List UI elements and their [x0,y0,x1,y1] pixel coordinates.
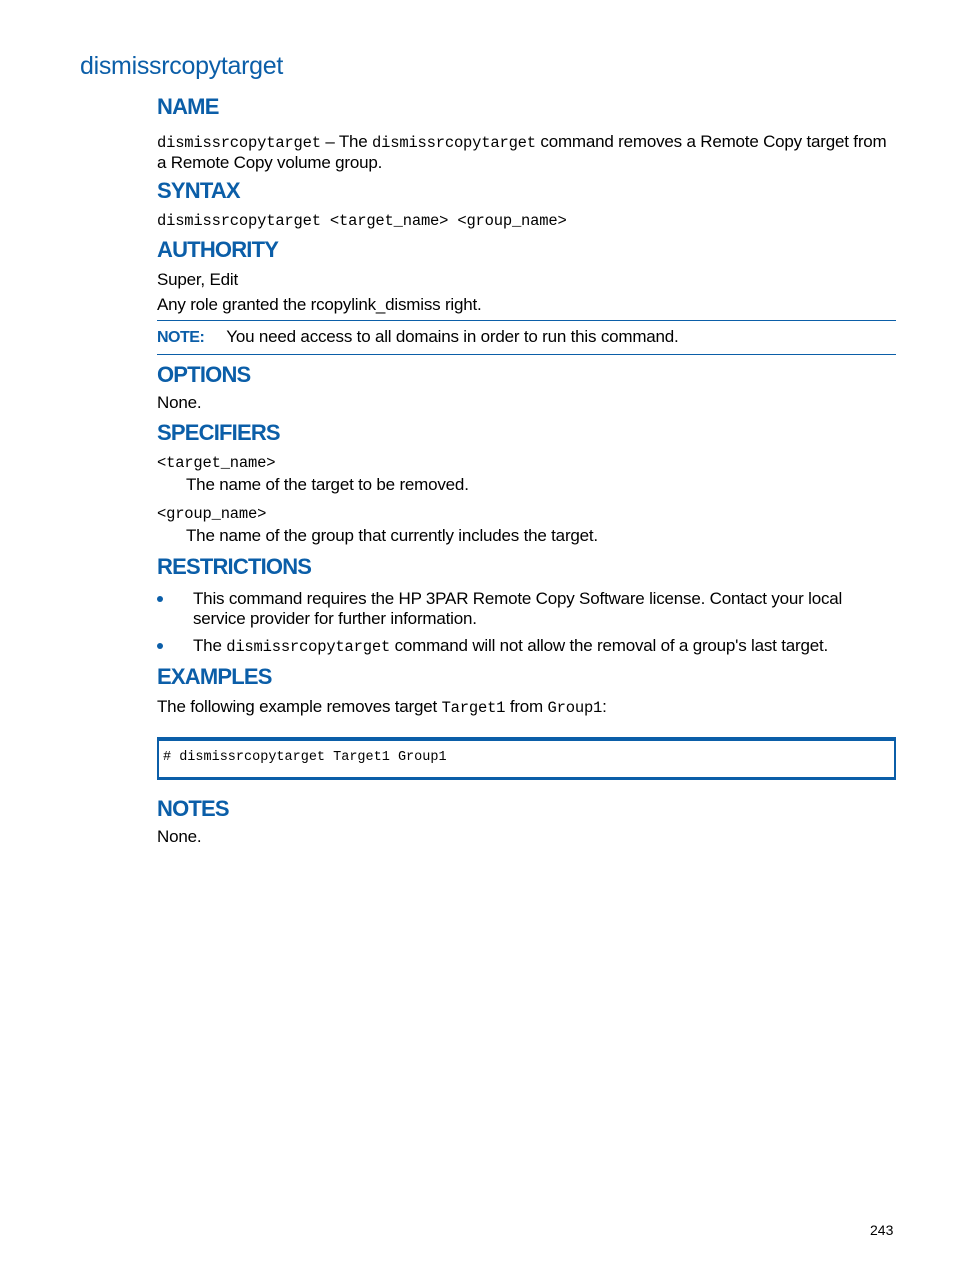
heading-options: OPTIONS [157,362,251,387]
heading-authority: AUTHORITY [157,237,279,262]
list-item [157,636,896,657]
authority-roles: Super, Edit [157,270,238,289]
page-content [157,92,896,847]
examples-target: Target1 [441,699,506,717]
notes-text: None. [157,827,202,846]
syntax-line: dismissrcopytarget <target_name> <group_name> [157,212,567,230]
examples-intro-pre: The following example removes target [157,697,442,716]
heading-restrictions: RESTRICTIONS [157,554,312,579]
note-label: NOTE: [157,329,205,346]
note-text: You need access to all domains in order to run this command. [226,327,679,346]
restriction-post: command will not allow the removal of a group's last target. [390,636,829,655]
name-rest: command removes a Remote Copy target from a Remote Copy volume group. [157,132,887,172]
specifier-desc: The name of the group that currently includes the target. [186,526,598,545]
heading-syntax: SYNTAX [157,178,240,203]
code-example-box [157,737,896,780]
name-description [157,132,896,173]
restrictions-list [157,589,896,657]
note-box [157,320,896,355]
bullet-icon [157,643,163,649]
heading-notes: NOTES [157,796,229,821]
specifier-term: <target_name> [157,454,276,472]
restriction-command: dismissrcopytarget [226,638,391,656]
page-title: dismissrcopytarget [80,52,283,80]
page-number: 243 [870,1222,894,1238]
specifier-desc: The name of the target to be removed. [186,475,469,494]
name-dash: – The [320,132,373,151]
examples-group: Group1 [547,699,603,717]
heading-specifiers: SPECIFIERS [157,420,280,445]
bullet-icon [157,596,163,602]
heading-name: NAME [157,94,219,119]
specifier-term: <group_name> [157,505,267,523]
restriction-text: This command requires the HP 3PAR Remote Copy Software license. Contact your local service provider for further information. [193,589,843,628]
code-example: # dismissrcopytarget Target1 Group1 [163,750,447,765]
examples-intro [157,697,896,718]
restriction-pre: The [193,636,227,655]
name-command: dismissrcopytarget [157,134,321,152]
examples-intro-mid: from [505,697,548,716]
name-command-2: dismissrcopytarget [372,134,536,152]
examples-intro-post: : [602,697,607,716]
authority-right: Any role granted the rcopylink_dismiss right. [157,295,482,314]
heading-examples: EXAMPLES [157,664,272,689]
options-text: None. [157,393,202,412]
list-item [157,589,896,629]
